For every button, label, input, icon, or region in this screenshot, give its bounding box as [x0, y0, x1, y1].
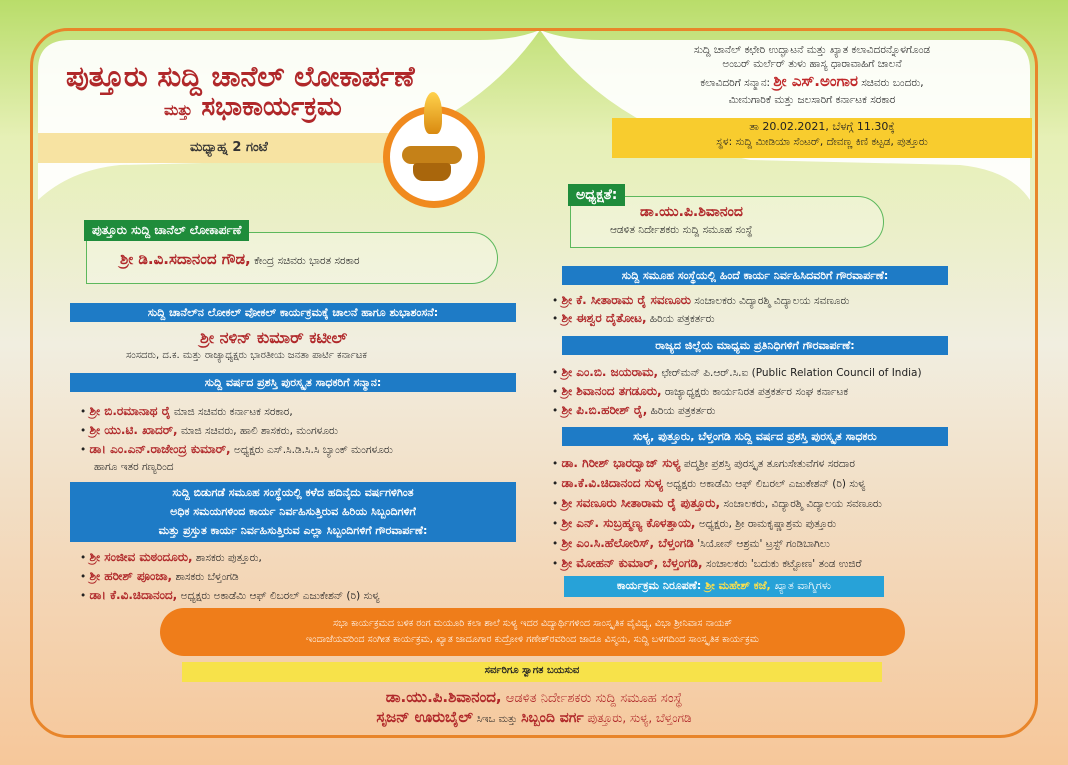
- footer-president-role: ಆಡಳಿತ ನಿರ್ದೇಶಕರು ಸುದ್ದಿ ಸಮೂಹ ಸಂಸ್ಥೆ: [505, 691, 683, 706]
- varsha-item-1: • ಶ್ರೀ ಯು.ಟಿ. ಖಾದರ್, ಮಾಜಿ ಸಚಿವರು, ಹಾಲಿ ಶಾಸಕರು, ಮಂಗಳೂರು: [80, 423, 338, 437]
- lamp-foot: [413, 163, 451, 181]
- tr-line3-name: ಶ್ರೀ ಎಸ್.ಅಂಗಾರ: [773, 72, 858, 90]
- president-name: ಡಾ.ಯು.ಪಿ.ಶಿವಾನಂದ: [640, 204, 743, 220]
- local-vocal-name: ಶ್ರೀ ನಳಿನ್ ಕುಮಾರ್ ಕಟೀಲ್: [200, 328, 348, 347]
- compere-desc: ಖ್ಯಾತ ವಾಗ್ಮಿಗಳು: [774, 579, 832, 592]
- staff-item-1: • ಶ್ರೀ ಹರೀಶ್ ಪೂಂಜಾ, ಶಾಸಕರು ಬೆಳ್ತಂಗಡಿ: [80, 569, 239, 583]
- page-subtitle: [164, 92, 342, 123]
- cultural-banner: [160, 608, 905, 656]
- staff-honour-bar: [70, 482, 516, 542]
- local-vocal-bar: ಸುದ್ದಿ ಚಾನೆಲ್‌ನ ಲೋಕಲ್ ವೋಕಲ್ ಕಾರ್ಯಕ್ರಮಕ್ಕೆ ಚಾಲನೆ ಹಾಗೂ ಶುಭಾಶಂಸನೆ:: [70, 303, 516, 322]
- compere-name: ಶ್ರೀ ಮಹೇಶ್ ಕಜೆ,: [705, 579, 771, 592]
- staff-item-0: • ಶ್ರೀ ಸಂಜೀವ ಮಠಂದೂರು, ಶಾಸಕರು ಪುತ್ತೂರು,: [80, 550, 262, 564]
- media-item-2: • ಶ್ರೀ ಪಿ.ಬಿ.ಹರೀಶ್ ರೈ, ಹಿರಿಯ ಪತ್ರಕರ್ತರು: [552, 403, 716, 417]
- footer-line1: [0, 688, 1068, 706]
- compere-label: ಕಾರ್ಯಕ್ರಮ ನಿರೂಪಣೆ:: [616, 579, 702, 592]
- tr-line2: ಅಂಬರ್ ಮರ್ಲೆರ್ ತುಳು ಹಾಸ್ಯ ಧಾರಾವಾಹಿಗೆ ಚಾಲನೆ: [722, 58, 902, 70]
- cultural-line1: ಸಭಾ ಕಾರ್ಯಕ್ರಮದ ಬಳಿಕ ರಂಗ ಮಯೂರಿ ಕಲಾ ಶಾಲೆ ಸುಳ್ಯ ಇದರ ವಿದ್ಯಾರ್ಥಿಗಳಿಂದ ಸಾಂಸ್ಕೃತಿಕ ವೈವಿಧ್ಯ, ವಿಭಾ ಶ್ರೀನಿವಾಸ ನಾಯಕ್: [333, 618, 732, 629]
- cultural-line2: ಇಂದಾಜೆಯವರಿಂದ ಸಂಗೀತ ಕಾರ್ಯಕ್ರಮ, ಖ್ಯಾತ ಜಾದೂಗಾರ ಕುದ್ರೋಳಿ ಗಣೇಶ್‌ರವರಿಂದ ಜಾದೂ ವಿಸ್ಮಯ, ಸುದ್ದಿ ಬಳಗದಿಂದ ಸಾಂಸ್ಕೃತಿಕ ಕಾರ್ಯಕ್ರಮ: [306, 634, 759, 645]
- regional-item-4: • ಶ್ರೀ ಎಂ.ಸಿ.ಹೆಲೋರಿಸ್, ಬೆಳ್ತಂಗಡಿ 'ಸಿಯೋನ್ ಆಶ್ರಮ' ಟ್ರಸ್ಟ್ ಗಂಡಿಬಾಗಿಲು: [552, 536, 830, 550]
- regional-item-5: • ಶ್ರೀ ಮೋಹನ್ ಕುಮಾರ್, ಬೆಳ್ತಂಗಡಿ, ಸಂಚಾಲಕರು 'ಬದುಕು ಕಟ್ಟೋಣ' ತಂಡ ಉಜಿರೆ: [552, 556, 862, 570]
- footer-places: ಪುತ್ತೂರು, ಸುಳ್ಯ, ಬೆಳ್ತಂಗಡಿ: [587, 711, 692, 725]
- regional-award-bar: ಸುಳ್ಯ, ಪುತ್ತೂರು, ಬೆಳ್ತಂಗಡಿ ಸುದ್ದಿ ವರ್ಷದ ಪ್ರಶಸ್ತಿ ಪುರಸ್ಕೃತ ಸಾಧಕರು: [562, 427, 948, 446]
- regional-item-1: • ಡಾ.ಕೆ.ವಿ.ಚಿದಾನಂದ ಸುಳ್ಯ ಅಧ್ಯಕ್ಷರು ಅಕಾಡೆಮಿ ಆಫ್ ಲಿಬರಲ್ ಎಜುಕೇಶನ್ (ರಿ) ಸುಳ್ಯ: [552, 476, 866, 490]
- staff-bar-line1: ಸುದ್ದಿ ಬಿಡುಗಡೆ ಸಮೂಹ ಸಂಸ್ಥೆಯಲ್ಲಿ ಕಳೆದ ಹದಿನೈದು ವರ್ಷಗಳಿಗಿಂತ: [172, 486, 414, 499]
- staff-item-2: • ಡಾ। ಕೆ.ವಿ.ಚಿದಾನಂದ, ಅಧ್ಯಕ್ಷರು ಅಕಾಡೆಮಿ ಆಫ್ ಲಿಬರಲ್ ಎಜುಕೇಶನ್ (ರಿ) ಸುಳ್ಯ: [80, 588, 380, 602]
- lamp-icon: [424, 92, 442, 134]
- page-title: ಪುತ್ತೂರು ಸುದ್ದಿ ಚಾನೆಲ್ ಲೋಕಾರ್ಪಣೆ: [66, 60, 415, 93]
- former-item-1: • ಶ್ರೀ ಈಶ್ವರ ದೈತೋಟ, ಹಿರಿಯ ಪತ್ರಕರ್ತರು: [552, 311, 715, 325]
- event-venue: ಸ್ಥಳ: ಸುದ್ದಿ ಮೀಡಿಯಾ ಸೆಂಟರ್, ದೇವಣ್ಣ ಕಿಣಿ ಕಟ್ಟಡ, ಪುತ್ತೂರು: [716, 136, 928, 148]
- event-time: ಮಧ್ಯಾಹ್ನ 2 ಗಂಟೆ: [190, 140, 268, 155]
- varsha-extra: ಹಾಗೂ ಇತರ ಗಣ್ಯರಿಂದ: [94, 461, 174, 473]
- local-vocal-role: ಸಂಸದರು, ದ.ಕ. ಮತ್ತು ರಾಜ್ಯಾಧ್ಯಕ್ಷರು ಭಾರತೀಯ ಜನತಾ ಪಾರ್ಟಿ ಕರ್ನಾಟಕ: [126, 350, 367, 361]
- president-role: ಆಡಳಿತ ನಿರ್ದೇಶಕರು ಸುದ್ದಿ ಸಮೂಹ ಸಂಸ್ಥೆ: [610, 224, 753, 236]
- former-item-0: • ಶ್ರೀ ಕೆ. ಸೀತಾರಾಮ ರೈ ಸವಣೂರು ಸಂಚಾಲಕರು ವಿದ್ಯಾರಶ್ಮಿ ವಿದ್ಯಾಲಯ ಸವಣೂರು: [552, 293, 850, 307]
- president-label: ಅಧ್ಯಕ್ಷತೆ:: [568, 184, 625, 206]
- footer-ceo-mid: ಸಿಇಒ ಮತ್ತು: [476, 714, 518, 725]
- media-reps-bar: ರಾಜ್ಯದ ಜಿಲ್ಲೆಯ ಮಾಧ್ಯಮ ಪ್ರತಿನಿಧಿಗಳಿಗೆ ಗೌರವಾರ್ಪಣೆ:: [562, 336, 948, 355]
- footer-line2: [0, 708, 1068, 726]
- lamp-base: [402, 146, 462, 164]
- tr-line4: ಮೀನುಗಾರಿಕೆ ಮತ್ತು ಜಲಸಾರಿಗೆ ಕರ್ನಾಟಕ ಸರಕಾರ: [728, 94, 896, 106]
- title-connector: ಮತ್ತು: [164, 101, 193, 119]
- compere-bar: [564, 576, 884, 597]
- launch-label: ಪುತ್ತೂರು ಸುದ್ದಿ ಚಾನೆಲ್ ಲೋಕಾರ್ಪಣೆ: [84, 220, 249, 241]
- welcome-bar: ಸರ್ವರಿಗೂ ಸ್ವಾಗತ ಬಯಸುವ: [182, 662, 882, 682]
- footer-staff: ಸಿಬ್ಬಂದಿ ವರ್ಗ: [521, 710, 584, 726]
- footer-president-name: ಡಾ.ಯು.ಪಿ.ಶಿವಾನಂದ,: [385, 688, 502, 706]
- staff-bar-line2: ಅಧಿಕ ಸಮಯಗಳಿಂದ ಕಾರ್ಯ ನಿರ್ವಹಿಸುತ್ತಿರುವ ಹಿರಿಯ ಸಿಬ್ಬಂದಿಗಳಿಗೆ: [170, 505, 416, 518]
- tr-line3-suffix: ಸಚಿವರು ಬಂದರು,: [861, 77, 924, 89]
- tr-line3: [612, 72, 1012, 90]
- tr-line3-prefix: ಕಲಾವಿದರಿಗೆ ಸನ್ಮಾನ:: [700, 77, 771, 89]
- launch-guest: [120, 250, 360, 268]
- tr-line1: ಸುದ್ದಿ ಚಾನೆಲ್ ಕಛೇರಿ ಉದ್ಘಾಟನೆ ಮತ್ತು ಖ್ಯಾತ ಕಲಾವಿದರನ್ನೊಳಗೊಂಡ: [693, 44, 931, 56]
- regional-item-0: • ಡಾ. ಗಿರೀಶ್ ಭಾರದ್ವಾಜ್ ಸುಳ್ಯ ಪದ್ಮಶ್ರೀ ಪ್ರಶಸ್ತಿ ಪುರಸ್ಕೃತ ತೂಗುಸೇತುವೆಗಳ ಸರದಾರ: [552, 456, 855, 470]
- varsha-item-2: • ಡಾ। ಎಂ.ಎನ್.ರಾಜೇಂದ್ರ ಕುಮಾರ್, ಅಧ್ಯಕ್ಷರು ಎಸ್.ಸಿ.ಡಿ.ಸಿ.ಸಿ ಬ್ಯಾಂಕ್ ಮಂಗಳೂರು: [80, 442, 393, 456]
- media-item-1: • ಶ್ರೀ ಶಿವಾನಂದ ತಗಡೂರು, ರಾಜ್ಯಾಧ್ಯಕ್ಷರು ಕಾರ್ಯನಿರತ ಪತ್ರಕರ್ತರ ಸಂಘ ಕರ್ನಾಟಕ: [552, 384, 849, 398]
- media-item-0: • ಶ್ರೀ ಎಂ.ಬಿ. ಜಯರಾಮ, ಛೇರ್‌ಮನ್ ಪಿ.ಆರ್.ಸಿ.ಐ (Public Relation Council of India): [552, 365, 922, 379]
- varsha-item-0: • ಶ್ರೀ ಬಿ.ರಮಾನಾಥ ರೈ ಮಾಜಿ ಸಚಿವರು ಕರ್ನಾಟಕ ಸರಕಾರ,: [80, 404, 293, 418]
- event-date: ತಾ 20.02.2021, ಬೆಳಗ್ಗೆ 11.30ಕ್ಕೆ: [749, 120, 895, 133]
- staff-bar-line3: ಮತ್ತು ಪ್ರಸ್ತುತ ಕಾರ್ಯ ನಿರ್ವಹಿಸುತ್ತಿರುವ ಎಲ್ಲಾ ಸಿಬ್ಬಂದಿಗಳಿಗೆ ಗೌರವಾರ್ಪಣೆ:: [158, 524, 428, 537]
- footer-ceo-name: ಸೃಜನ್ ಊರುಬೈಲ್: [376, 708, 473, 726]
- launch-guest-name: ಶ್ರೀ ಡಿ.ವಿ.ಸದಾನಂದ ಗೌಡ,: [120, 250, 251, 268]
- former-staff-bar: ಸುದ್ದಿ ಸಮೂಹ ಸಂಸ್ಥೆಯಲ್ಲಿ ಹಿಂದೆ ಕಾರ್ಯ ನಿರ್ವಹಿಸಿದವರಿಗೆ ಗೌರವಾರ್ಪಣೆ:: [562, 266, 948, 285]
- title-line2: ಸಭಾಕಾರ್ಯಕ್ರಮ: [201, 92, 342, 122]
- regional-item-2: • ಶ್ರೀ ಸವಣೂರು ಸೀತಾರಾಮ ರೈ ಪುತ್ತೂರು, ಸಂಚಾಲಕರು, ವಿದ್ಯಾರಶ್ಮಿ ವಿದ್ಯಾಲಯ ಸವಣೂರು: [552, 496, 882, 510]
- regional-item-3: • ಶ್ರೀ ಎನ್. ಸುಬ್ರಹ್ಮಣ್ಯ ಕೊಳತ್ತಾಯ, ಅಧ್ಯಕ್ಷರು, ಶ್ರೀ ರಾಮಕೃಷ್ಣಾಶ್ರಮ ಪುತ್ತೂರು: [552, 516, 837, 530]
- varsha-award-bar: ಸುದ್ದಿ ವರ್ಷದ ಪ್ರಶಸ್ತಿ ಪುರಸ್ಕೃತ ಸಾಧಕರಿಗೆ ಸನ್ಮಾನ:: [70, 373, 516, 392]
- launch-guest-role: ಕೇಂದ್ರ ಸಚಿವರು ಭಾರತ ಸರಕಾರ: [254, 255, 360, 267]
